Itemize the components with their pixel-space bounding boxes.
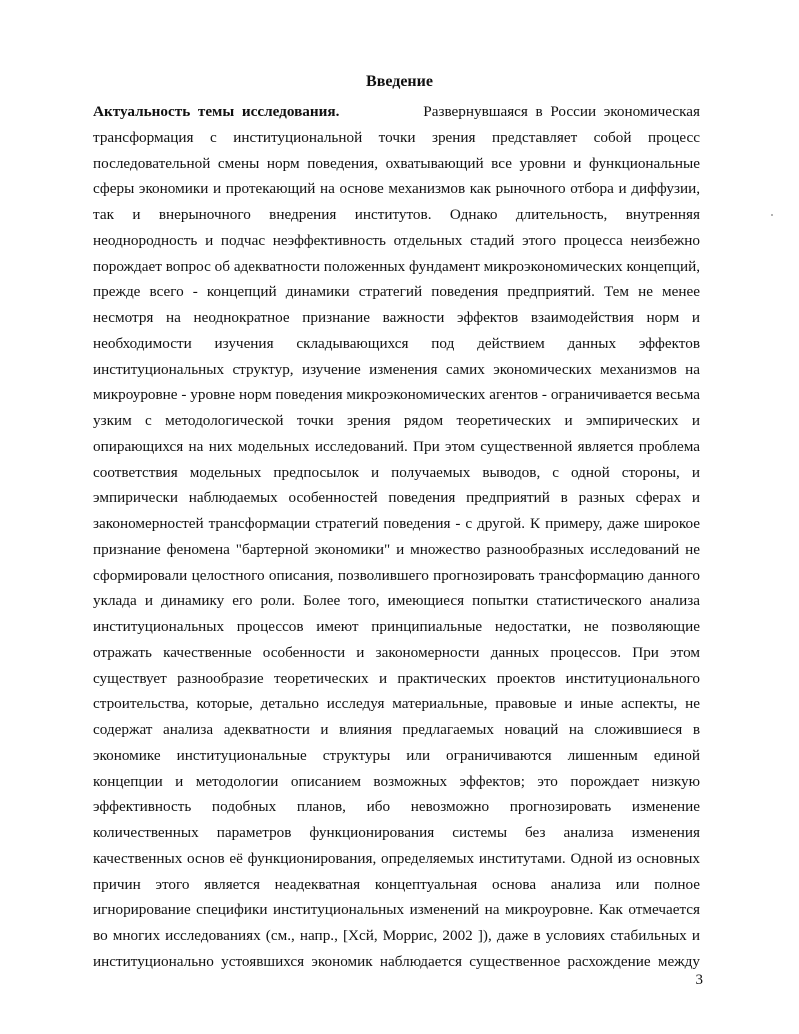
text-line: причин этого является неадекватная концептуальная основа анализа или полное: [93, 875, 700, 893]
text-line-fragment: Развернувшаяся в России экономическая: [423, 103, 700, 120]
text-line: экономике институциональные структуры или ограничиваются лишенным единой: [93, 746, 700, 764]
scan-speck: [771, 214, 773, 216]
text-line: институционально устоявшихся экономик наблюдается существенное расхождение между: [93, 952, 700, 970]
text-line: качественных основ её функционирования, определяемых институтами. Одной из основных: [93, 849, 700, 867]
text-line: сформировали целостного описания, позволившего прогнозировать трансформацию данного: [93, 566, 700, 584]
body-text: [93, 99, 700, 975]
text-line: необходимости изучения складывающихся под действием данных эффектов: [93, 334, 700, 352]
lead-heading: Актуальность темы исследования.: [93, 103, 340, 120]
text-line: закономерностей трансформации стратегий поведения - с другой. К примеру, даже широкое: [93, 515, 700, 532]
text-line: институциональных процессов имеют принципиальные недостатки, не позволяющие: [93, 618, 700, 635]
text-line: существует разнообразие теоретических и практических проектов институционального: [93, 669, 700, 687]
text-line: сферы экономики и протекающий на основе механизмов как рыночного отбора и диффузии,: [93, 180, 700, 198]
text-line: опирающихся на них модельных исследований. При этом существенной является проблема: [93, 437, 700, 455]
text-line: уклада и динамику его роли. Более того, имеющиеся попытки статистического анализа: [93, 592, 700, 610]
text-line: игнорирование специфики институциональных изменений на микроуровне. Как отмечается: [93, 901, 700, 919]
text-line: трансформация с институциональной точки зрения представляет собой процесс: [93, 128, 700, 146]
text-line: содержат анализа адекватности и влияния предлагаемых новаций на сложившиеся в: [93, 721, 700, 738]
text-line: концепции и методологии описанием возможных эффектов; это порождает низкую: [93, 772, 700, 790]
text-line: эффективность подобных планов, ибо невозможно прогнозировать изменение: [93, 798, 700, 816]
text-line: во многих исследованиях (см., напр., [Хсй, Моррис, 2002 ]), даже в условиях стабильных и: [93, 927, 700, 944]
text-line: узким с методологической точки зрения рядом теоретических и эмпирических и: [93, 412, 700, 429]
text-line: признание феномена "бартерной экономики" и множество разнообразных исследований не: [93, 540, 700, 558]
text-line: строительства, которые, детально исследуя материальные, правовые и иные аспекты, не: [93, 695, 700, 713]
text-line: порождает вопрос об адекватности положенных фундамент микроэкономических концепций,: [93, 257, 700, 275]
text-line: [93, 99, 700, 125]
text-line: так и внерыночного внедрения институтов. Однако длительность, внутренняя: [93, 206, 700, 223]
text-line: несмотря на неоднократное признание важности эффектов взаимодействия норм и: [93, 309, 700, 326]
text-line: количественных параметров функционирования системы без анализа изменения: [93, 824, 700, 841]
text-line: прежде всего - концепций динамики стратегий поведения предприятий. Тем не менее: [93, 283, 700, 301]
text-line: эмпирически наблюдаемых особенностей поведения предприятий в разных сферах и: [93, 489, 700, 507]
text-line: соответствия модельных предпосылок и получаемых выводов, с одной стороны, и: [93, 463, 700, 481]
page-number: 3: [695, 972, 703, 988]
text-line: микроуровне - уровне норм поведения микроэкономических агентов - ограничивается весьма: [93, 386, 700, 404]
text-line: отражать качественные особенности и закономерности данных процессов. При этом: [93, 643, 700, 661]
text-line: последовательной смены норм поведения, охватывающий все уровни и функциональные: [93, 154, 700, 172]
section-title: Введение: [366, 73, 433, 90]
text-line: институциональных структур, изучение изменения самих экономических механизмов на: [93, 360, 700, 378]
text-line: неоднородность и подчас неэффективность отдельных стадий этого процесса неизбежно: [93, 231, 700, 249]
